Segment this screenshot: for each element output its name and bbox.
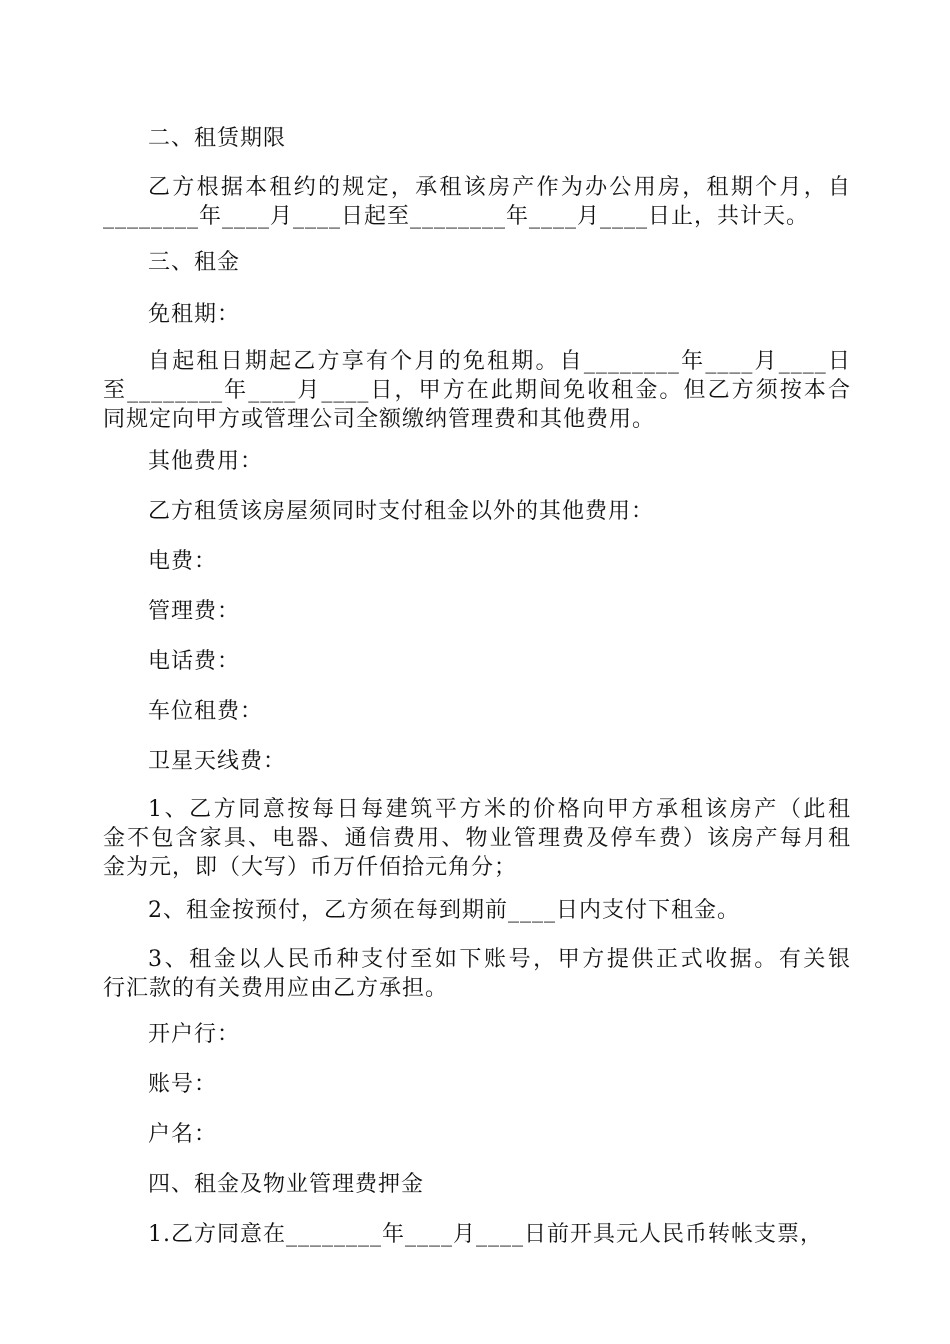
section-heading-rent: 三、租金 <box>148 250 241 275</box>
rent-free-paragraph <box>103 347 851 434</box>
section-heading-lease-term: 二、租赁期限 <box>148 126 287 151</box>
rent-clause-2: 2、租金按预付，乙方须在每到期前____日内支付下租金。 <box>148 898 740 923</box>
rent-clause-3 <box>103 945 851 1003</box>
bank-name-label: 开户行： <box>148 1022 241 1047</box>
fee-item-management: 管理费： <box>148 599 241 624</box>
text-line: 自起租日期起乙方享有个月的免租期。自________年____月____日 <box>148 349 851 374</box>
account-name-label: 户名： <box>148 1122 218 1147</box>
text-line: 同规定向甲方或管理公司全额缴纳管理费和其他费用。 <box>103 407 656 432</box>
fee-item-electricity: 电费： <box>148 549 218 574</box>
text-line: 乙方根据本租约的规定，承租该房产作为办公用房，租期个月，自 <box>148 175 851 200</box>
fee-item-telephone: 电话费： <box>148 649 241 674</box>
account-number-label: 账号： <box>148 1072 218 1097</box>
text-line: ________年____月____日起至________年____月____日止，共计天。 <box>103 204 810 229</box>
other-fees-intro: 乙方租赁该房屋须同时支付租金以外的其他费用： <box>148 499 655 524</box>
text-line: 行汇款的有关费用应由乙方承担。 <box>103 976 449 1001</box>
section-heading-deposit: 四、租金及物业管理费押金 <box>148 1172 425 1197</box>
text-line: 金不包含家具、电器、通信费用、物业管理费及停车费）该房产每月租 <box>103 826 851 851</box>
rent-clause-1 <box>103 795 851 882</box>
fee-item-parking: 车位租费： <box>148 699 264 724</box>
text-line: 金为元，即（大写）币万仟佰拾元角分； <box>103 855 518 880</box>
other-fees-heading: 其他费用： <box>148 449 264 474</box>
text-line: 1、乙方同意按每日每建筑平方米的价格向甲方承租该房产（此租 <box>148 797 851 822</box>
rent-free-period-heading: 免租期： <box>148 302 241 327</box>
deposit-clause-1: 1.乙方同意在________年____月____日前开具元人民币转帐支票， <box>148 1222 823 1247</box>
text-line: 至________年____月____日，甲方在此期间免收租金。但乙方须按本合 <box>103 378 851 403</box>
fee-item-satellite: 卫星天线费： <box>148 749 287 774</box>
lease-term-paragraph <box>103 173 851 231</box>
text-line: 3、租金以人民币种支付至如下账号，甲方提供正式收据。有关银 <box>148 947 851 972</box>
